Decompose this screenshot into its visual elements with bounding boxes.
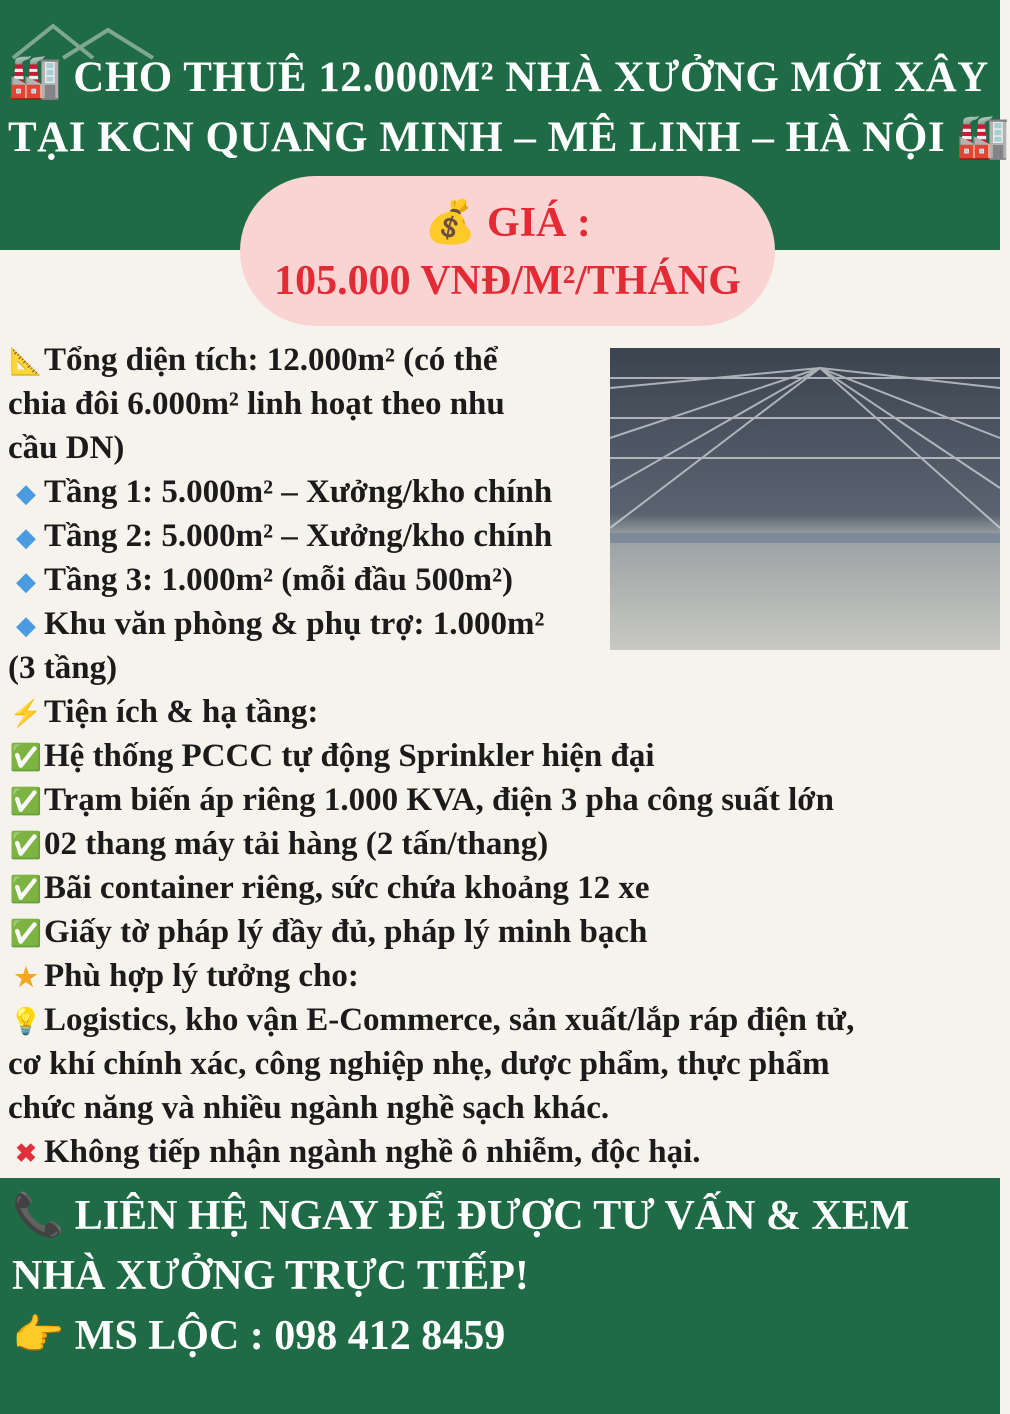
floor-item: Tầng 3: 1.000m² (mỗi đầu 500m²) (44, 562, 513, 598)
contact-line: LIÊN HỆ NGAY ĐỂ ĐƯỢC TƯ VẤN & XEM (74, 1193, 910, 1239)
factory-icon: 🏭 (956, 114, 1010, 161)
check-icon: ✅ (9, 875, 43, 904)
area-total-line: cầu DN) (8, 430, 125, 466)
blue-diamond-icon: ◆ (16, 567, 36, 596)
check-icon: ✅ (9, 919, 43, 948)
star-icon: ★ (14, 963, 38, 992)
floor-item-tail: (3 tầng) (8, 650, 118, 686)
price-badge (240, 176, 775, 326)
lightbulb-icon: 💡 (9, 1007, 43, 1036)
area-total-line: chia đôi 6.000m² linh hoạt theo nhu (8, 386, 505, 422)
amenity-item: 02 thang máy tải hàng (2 tấn/thang) (44, 826, 549, 862)
suitable-line: chức năng và nhiều ngành nghề sạch khác. (8, 1090, 610, 1126)
contact-banner (0, 1178, 1000, 1414)
suitable-heading: Phù hợp lý tưởng cho: (44, 958, 359, 994)
triangle-ruler-icon: 📐 (9, 347, 43, 376)
title-line-1: CHO THUÊ 12.000M² NHÀ XƯỞNG MỚI XÂY (73, 54, 989, 101)
suitable-line: Logistics, kho vận E-Commerce, sản xuất/lắp ráp điện tử, (44, 1002, 855, 1038)
amenity-item: Trạm biến áp riêng 1.000 KVA, điện 3 pha công suất lớn (44, 782, 834, 818)
lightning-icon: ⚡ (9, 699, 43, 728)
amenity-item: Giấy tờ pháp lý đầy đủ, pháp lý minh bạch (44, 914, 648, 950)
blue-diamond-icon: ◆ (16, 479, 36, 508)
price-value: 105.000 VNĐ/M²/THÁNG (274, 258, 741, 304)
money-bag-icon: 💰 (424, 200, 477, 246)
cross-mark-icon: ✖ (15, 1139, 37, 1168)
check-icon: ✅ (9, 831, 43, 860)
floor-item: Tầng 1: 5.000m² – Xưởng/kho chính (44, 474, 553, 510)
check-icon: ✅ (9, 743, 43, 772)
price-label: GIÁ : (486, 200, 591, 246)
phone-icon: 📞 (12, 1193, 65, 1239)
contact-line: NHÀ XƯỞNG TRỰC TIẾP! (12, 1253, 529, 1299)
amenity-item: Bãi container riêng, sức chứa khoảng 12 xe (44, 870, 650, 906)
suitable-line: cơ khí chính xác, công nghiệp nhẹ, dược phẩm, thực phẩm (8, 1046, 830, 1082)
pointing-hand-icon: 👉 (12, 1313, 65, 1359)
floor-item: Khu văn phòng & phụ trợ: 1.000m² (44, 606, 545, 642)
factory-icon: 🏭 (8, 54, 63, 101)
contact-phone[interactable]: MS LỘC : 098 412 8459 (74, 1313, 506, 1359)
blue-diamond-icon: ◆ (16, 523, 36, 552)
exclusion-note: Không tiếp nhận ngành nghề ô nhiễm, độc hại. (44, 1134, 701, 1170)
area-total-line: Tổng diện tích: 12.000m² (có thể (44, 342, 498, 378)
amenity-item: Hệ thống PCCC tự động Sprinkler hiện đại (44, 738, 655, 774)
blue-diamond-icon: ◆ (16, 611, 36, 640)
floor-item: Tầng 2: 5.000m² – Xưởng/kho chính (44, 518, 553, 554)
page-title (8, 48, 1010, 168)
content (8, 338, 998, 1174)
amenities-heading: Tiện ích & hạ tầng: (44, 694, 319, 730)
title-line-2: TẠI KCN QUANG MINH – MÊ LINH – HÀ NỘI (8, 114, 946, 161)
check-icon: ✅ (9, 787, 43, 816)
